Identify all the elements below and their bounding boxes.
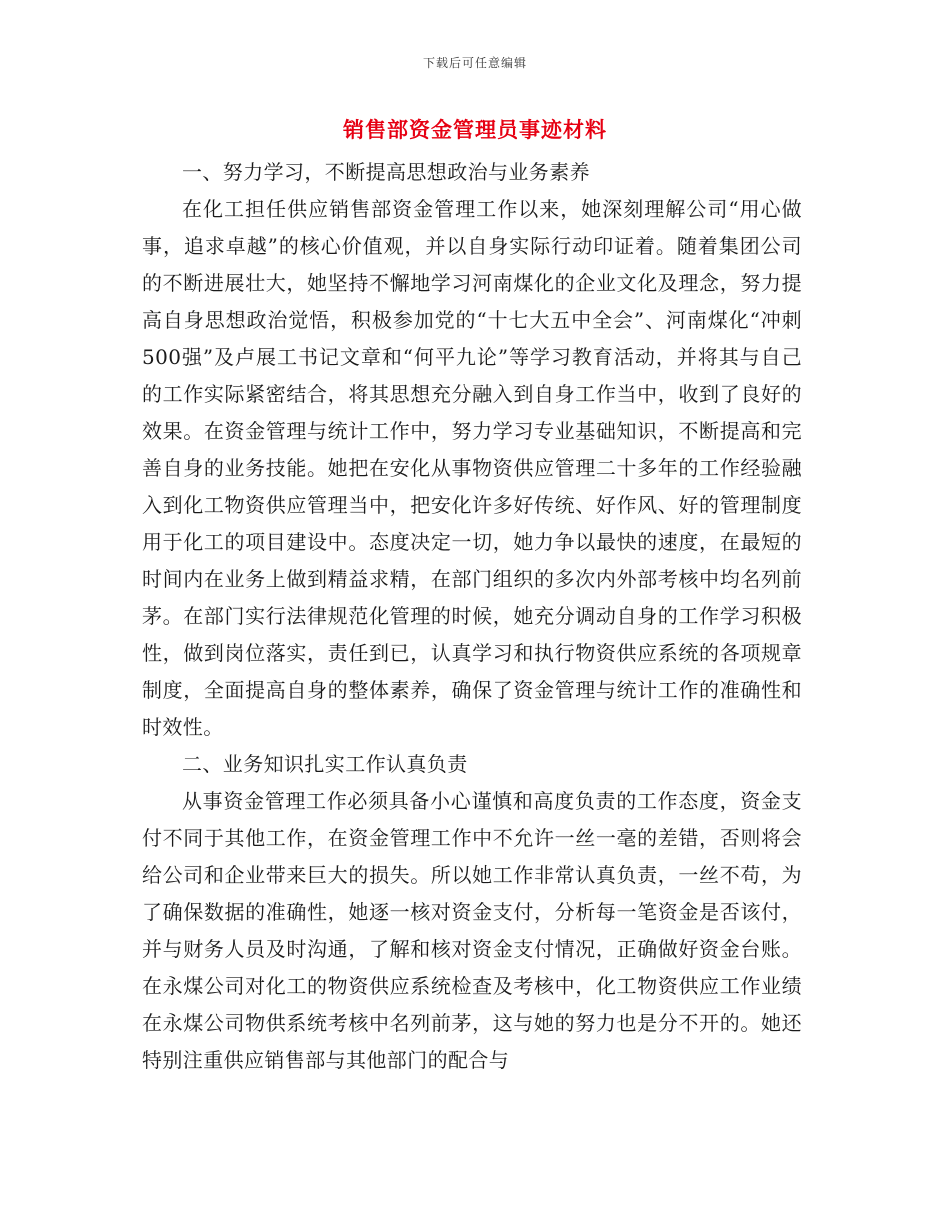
paragraph-2: 从事资金管理工作必须具备小心谨慎和高度负责的工作态度，资金支付不同于其他工作，在资金管理工作中不允许一丝一毫的差错，否则将会给公司和企业带来巨大的损失。所以她工作非常认真负责，一丝不苟，为了确保数据的准确性，她逐一核对资金支付，分析每一笔资金是否该付，并与财务人员及时沟通，了解和核对资金支付情况，正确做好资金台账。在永煤公司对化工的物资供应系统检查及考核中，化工物资供应工作业绩在永煤公司物供系统考核中名列前茅，这与她的努力也是分不开的。她还特别注重供应销售部与其他部门的配合与 [142,789,802,1072]
section-heading-1: 一、努力学习，不断提高思想政治与业务素养 [182,160,590,184]
document-body [142,154,802,1079]
document-title: 销售部资金管理员事迹材料 [343,117,607,142]
page-header: 下载后可任意编辑 [422,56,527,70]
section-heading-2: 二、业务知识扎实工作认真负责 [182,752,468,776]
paragraph-1: 在化工担任供应销售部资金管理工作以来，她深刻理解公司“用心做事，追求卓越”的核心价值观，并以自身实际行动印证着。随着集团公司的不断进展壮大，她坚持不懈地学习河南煤化的企业文化及理念，努力提高自身思想政治觉悟，积极参加党的“十七大五中全会”、河南煤化“冲刺500强”及卢展工书记文章和“何平九论”等学习教育活动，并将其与自己的工作实际紧密结合，将其思想充分融入到自身工作当中，收到了良好的效果。在资金管理与统计工作中，努力学习专业基础知识，不断提高和完善自身的业务技能。她把在安化从事物资供应管理二十多年的工作经验融入到化工物资供应管理当中，把安化许多好传统、好作风、好的管理制度用于化工的项目建设中。态度决定一切，她力争以最快的速度，在最短的时间内在业务上做到精益求精，在部门组织的多次内外部考核中均名列前茅。在部门实行法律规范化管理的时候，她充分调动自身的工作学习积极性，做到岗位落实，责任到已，认真学习和执行物资供应系统的各项规章制度，全面提高自身的整体素养，确保了资金管理与统计工作的准确性和时效性。 [142,197,802,739]
